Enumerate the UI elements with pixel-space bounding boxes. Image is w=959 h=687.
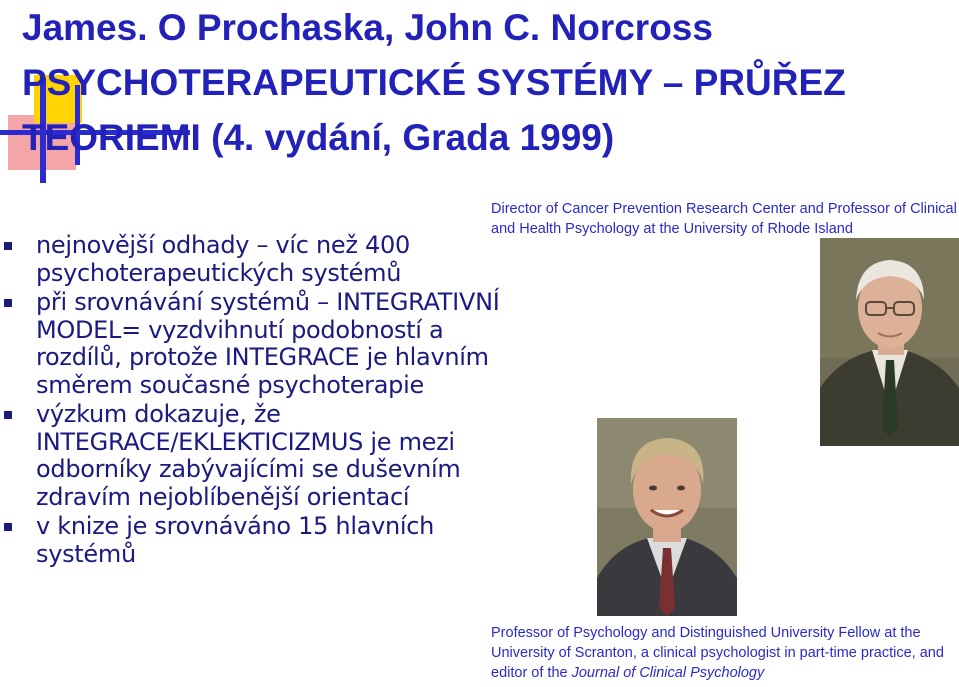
bullet-square-icon [4,411,12,419]
caption-norcross-journal: Journal of Clinical Psychology [571,665,765,681]
slide-title [22,0,952,165]
bullet-square-icon [4,299,12,307]
portrait-photo-1-image [820,238,959,446]
caption-norcross-text: Professor of Psychology and Distinguished University Fellow at the University of Scranton, a clinical psychologist in part-time practice, and editor of the [491,625,944,681]
bullet-square-icon [4,242,12,250]
bullet-text: při srovnávání systémů – INTEGRATIVNÍ MODEL= vyzdvihnutí podobností a rozdílů, protože INTEGRACE je hlavním směrem současné psychoterapie [36,288,500,399]
title-line-3: TEORIEMI (4. vydání, Grada 1999) [22,117,615,158]
bullet-square-icon [4,523,12,531]
bullet-item [0,401,500,511]
bullet-item [0,232,500,287]
bullet-text: v knize je srovnáváno 15 hlavních systémů [36,512,435,568]
caption-norcross [491,623,959,683]
photo-norcross [597,418,737,616]
bullet-text: nejnovější odhady – víc než 400 psychoterapeutických systémů [36,231,410,287]
portrait-photo-2-image [597,418,737,616]
bullet-item [0,289,500,399]
bullet-list [0,232,500,570]
title-line-1: James. O Prochaska, John C. Norcross [22,7,713,48]
title-line-2: PSYCHOTERAPEUTICKÉ SYSTÉMY – PRŮŘEZ [22,62,846,103]
bullet-text: výzkum dokazuje, že INTEGRACE/EKLEKTICIZMUS je mezi odborníky zabývajícími se duševním zdravím nejoblíbenější orientací [36,400,461,511]
photo-prochaska [820,238,959,446]
bullet-item [0,513,500,568]
caption-prochaska: Director of Cancer Prevention Research Center and Professor of Clinical and Health Psychology at the University of Rhode Island [491,201,957,237]
